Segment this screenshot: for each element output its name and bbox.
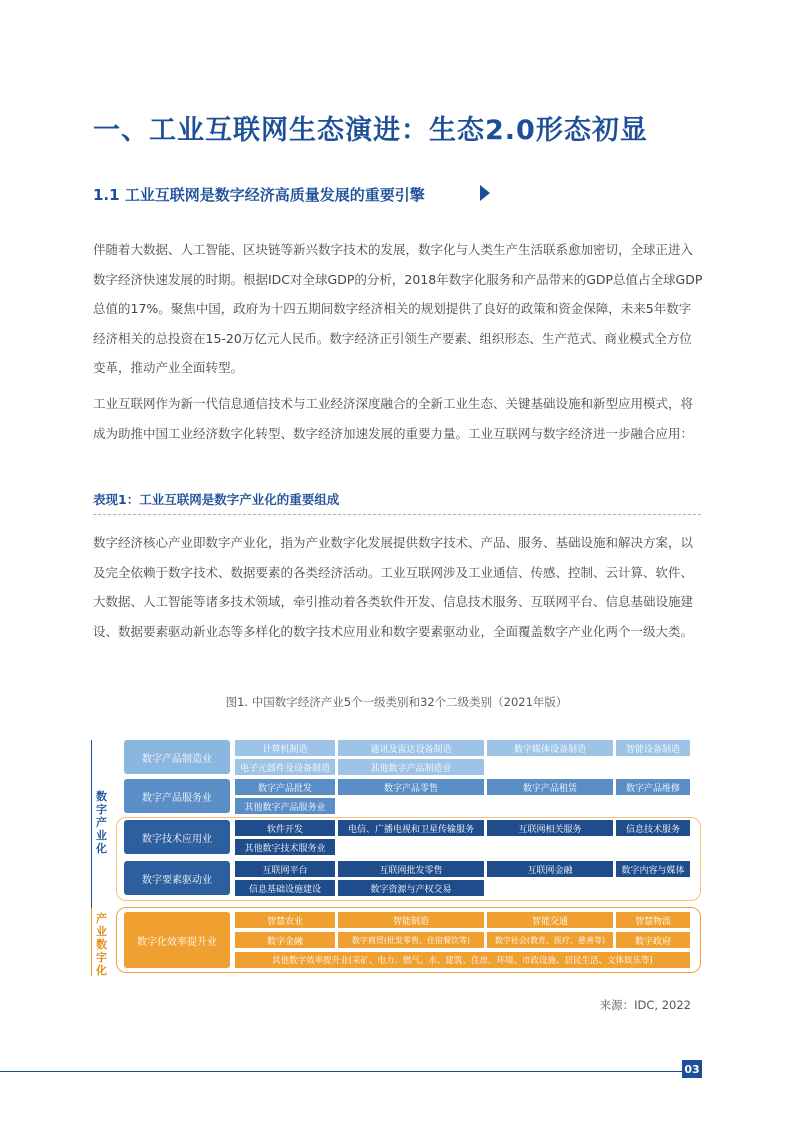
- category-digital-efficiency: 数字化效率提升业: [124, 912, 230, 968]
- subcategory-cell: 数字社会(教育、医疗、慈善等): [487, 932, 613, 948]
- subcategory-cell: 互联网相关服务: [487, 820, 613, 836]
- subcategory-cell: 数字产品维修: [616, 779, 690, 795]
- subcategory-cell: 数字内容与媒体: [616, 861, 690, 877]
- category-digital-factor-driven: 数字要素驱动业: [124, 861, 230, 895]
- category-digital-tech-application: 数字技术应用业: [124, 820, 230, 854]
- subcategory-cell: 数字产品租赁: [487, 779, 613, 795]
- axis-label-digital-industrialization: 数字产业化: [96, 790, 107, 855]
- subcategory-cell: 其他数字产品制造业: [338, 759, 484, 775]
- subcategory-cell: 数字产品零售: [338, 779, 484, 795]
- subcategory-cell: 软件开发: [235, 820, 335, 836]
- subcategory-cell: 其他数字技术服务业: [235, 839, 335, 855]
- subcategory-cell: 其他数字产品服务业: [235, 798, 335, 814]
- subcategory-cell: 其他数字效率提升业(采矿、电力、燃气、水、建筑、住房、环境、市政设施、居民生活、文体娱乐等): [235, 952, 690, 968]
- footer-divider: [0, 1071, 682, 1072]
- section-arrow-icon: [480, 185, 490, 201]
- subcategory-cell: 电信、广播电视和卫星传输服务: [338, 820, 484, 836]
- subcategory-cell: 智能制造: [338, 912, 484, 928]
- subcategory-cell: 数字金融: [235, 932, 335, 948]
- subcategory-cell: 智慧物流: [616, 912, 690, 928]
- subcategory-cell: 数字政府: [616, 932, 690, 948]
- subcategory-cell: 计算机制造: [235, 740, 335, 756]
- paragraph-3: 数字经济核心产业即数字产业化，指为产业数字化发展提供数字技术、产品、服务、基础设施和解决方案，以及完全依赖于数字技术、数据要素的各类经济活动。工业互联网涉及工业通信、传感、控制、云计算、软件、大数据、人工智能等诸多技术领域，牵引推动着各类软件开发、信息技术服务、互联网平台、信息基础设施建设、数据要素驱动新业态等多样化的数字技术应用业和数字要素驱动业，全面覆盖数字产业化两个一级大类。: [93, 535, 694, 639]
- subcategory-cell: 信息技术服务: [616, 820, 690, 836]
- category-digital-product-services: 数字产品服务业: [124, 779, 230, 813]
- page-heading: 一、工业互联网生态演进：生态2.0形态初显: [93, 115, 648, 146]
- paragraph-1: 伴随着大数据、人工智能、区块链等新兴数字技术的发展，数字化与人类生产生活联系愈加密切，全球正进入数字经济快速发展的时期。根据IDC对全球GDP的分析，2018年数字化服务和产品带来的GDP总值占全球GDP总值的17%。聚焦中国，政府为十四五期间数字经济相关的规划提供了良好的政策和资金保障，未来5年数字经济相关的总投资在15-20万亿元人民币。数字经济正引领生产要素、组织形态、生产范式、商业模式全方位变革，推动产业全面转型。: [93, 242, 703, 375]
- subcategory-cell: 互联网平台: [235, 861, 335, 877]
- category-digital-product-manufacturing: 数字产品制造业: [124, 740, 230, 774]
- paragraph-2: 工业互联网作为新一代信息通信技术与工业经济深度融合的全新工业生态、关键基础设施和新型应用模式，将成为助推中国工业经济数字化转型、数字经济加速发展的重要力量。工业互联网与数字经济进一步融合应用：: [93, 396, 694, 441]
- subcategory-cell: 电子元器件及设备制造: [235, 759, 335, 775]
- subheading: 表现1：工业互联网是数字产业化的重要组成: [93, 492, 340, 507]
- page-number: 03: [682, 1060, 702, 1078]
- subcategory-cell: 互联网批发零售: [338, 861, 484, 877]
- figure-source: 来源：IDC, 2022: [599, 998, 691, 1012]
- subcategory-cell: 互联网金融: [487, 861, 613, 877]
- subcategory-cell: 智慧农业: [235, 912, 335, 928]
- subcategory-cell: 智能设备制造: [616, 740, 690, 756]
- subheading-divider: [93, 514, 701, 515]
- subcategory-cell: 信息基础设施建设: [235, 880, 335, 896]
- subcategory-cell: 智能交通: [487, 912, 613, 928]
- digital-industrialization-axis: [91, 740, 92, 912]
- section-title: 1.1 工业互联网是数字经济高质量发展的重要引擎: [93, 186, 425, 204]
- subcategory-cell: 数字商贸(批发零售、住宿餐饮等): [338, 932, 484, 948]
- figure-caption: 图1. 中国数字经济产业5个一级类别和32个二级类别（2021年版）: [225, 695, 568, 709]
- industrial-digitalization-axis: [91, 908, 92, 976]
- subcategory-cell: 数字媒体设备制造: [487, 740, 613, 756]
- axis-label-industrial-digitalization: 产业数字化: [96, 912, 107, 977]
- subcategory-cell: 通讯及雷达设备制造: [338, 740, 484, 756]
- subcategory-cell: 数字产品批发: [235, 779, 335, 795]
- subcategory-cell: 数字资源与产权交易: [338, 880, 484, 896]
